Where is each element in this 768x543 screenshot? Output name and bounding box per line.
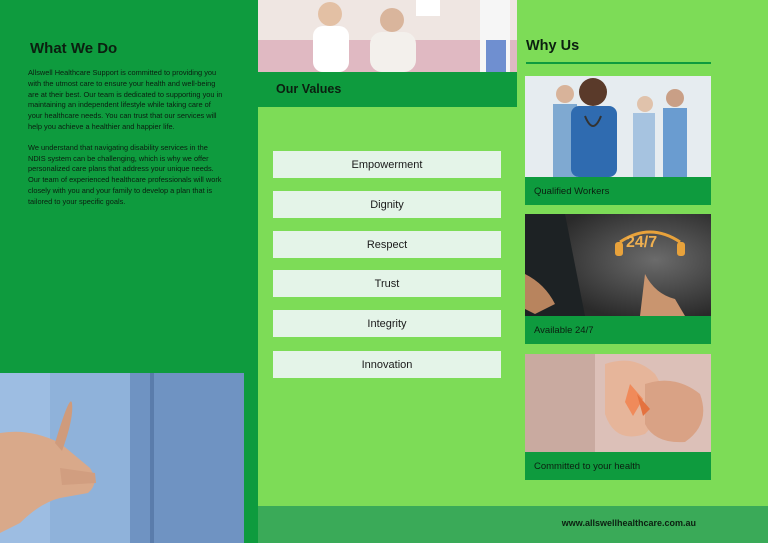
carers-photo (258, 0, 517, 72)
hands-ribbon-illustration (525, 354, 711, 452)
value-empowerment: Empowerment (273, 151, 501, 178)
committed-caption: Committed to your health (525, 452, 711, 480)
why-us-title: Why Us (526, 38, 580, 54)
why-card-qualified (525, 76, 711, 205)
handshake-illustration (0, 373, 244, 543)
why-card-committed (525, 354, 711, 480)
value-innovation: Innovation (273, 351, 501, 378)
qualified-workers-caption: Qualified Workers (525, 177, 711, 205)
support-illustration (525, 214, 711, 316)
committed-photo (525, 354, 711, 452)
carers-illustration (258, 0, 517, 72)
nurses-illustration (525, 76, 711, 177)
handshake-photo (0, 373, 244, 543)
value-respect: Respect (273, 231, 501, 258)
qualified-workers-photo (525, 76, 711, 177)
website-url[interactable]: www.allswellhealthcare.com.au (561, 518, 696, 528)
why-card-available (525, 214, 711, 344)
our-values-title: Our Values (276, 82, 342, 96)
value-trust: Trust (273, 270, 501, 297)
available-caption: Available 24/7 (525, 316, 711, 344)
value-integrity: Integrity (273, 310, 501, 337)
what-we-do-text (28, 68, 224, 218)
what-we-do-title: What We Do (30, 40, 118, 57)
available-photo (525, 214, 711, 316)
available-247-badge: 24/7 (626, 234, 658, 251)
what-we-do-paragraph-2: We understand that navigating disability services in the NDIS system can be challenging, which is why we offer personalized care plans that address your unique needs. Our team of experienced healthcare professionals will work closely with you and your family to develop a plan that is tailored to your specific goals. (28, 142, 222, 206)
what-we-do-paragraph-1: Allswell Healthcare Support is committed to providing you with the utmost care to ensure your health and well-being are at their best. Our team is dedicated to supporting you in maintaining an independent lifestyle while taking care of your healthcare needs. You can trust that our services will help you achieve a healthier and happier life. (28, 68, 223, 131)
why-us-divider (526, 62, 711, 64)
value-dignity: Dignity (273, 191, 501, 218)
